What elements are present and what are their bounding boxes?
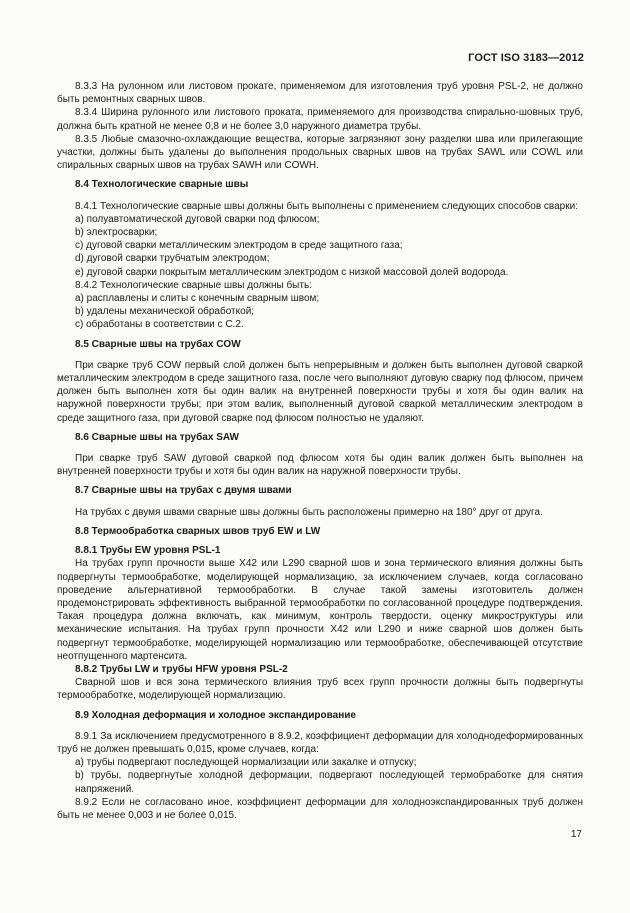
page-number: 17 <box>570 829 582 840</box>
list-item: c) дуговой сварки металлическим электродом в среде защитного газа; <box>75 240 403 252</box>
paragraph-8-3-4: 8.3.4 Ширина рулонного или листового проката, применяемого для производства спирально-шовных труб, должна быть кратной не менее 0,8 и не более 3,0 наружного диаметра трубы. <box>57 107 583 132</box>
list-item: c) обработаны в соответствии с С.2. <box>75 319 244 331</box>
list-item: a) полуавтоматической дуговой сварки под флюсом; <box>75 213 320 225</box>
paragraph-8-3-3: 8.3.3 На рулонном или листовом прокате, применяемом для изготовления труб уровня PSL-2, не должно быть ремонтных сварных швов. <box>57 81 583 106</box>
section-heading-8-7: 8.7 Сварные швы на трубах с двумя швами <box>75 485 292 497</box>
subsection-heading-8-8-1: 8.8.1 Трубы EW уровня PSL-1 <box>75 545 221 557</box>
paragraph-8-3-5: 8.3.5 Любые смазочно-охлаждающие вещества, которые загрязняют зону разделки шва или прилегающие участки, должны быть удалены до выполнения продольных сварных швов на трубах SAWL или COWL или спиральных сварных швов на трубах SAWH или COWH. <box>57 133 583 172</box>
section-heading-8-8: 8.8 Термообработка сварных швов труб EW и LW <box>75 525 321 537</box>
paragraph-8-9-2: 8.9.2 Если не согласовано иное, коэффициент деформации для холодноэкспандированных труб должен быть не менее 0,003 и не более 0,015. <box>57 796 583 821</box>
paragraph-8-4-2: 8.4.2 Технологические сварные швы должны быть: <box>75 279 312 291</box>
section-heading-8-5: 8.5 Сварные швы на трубах COW <box>75 338 241 350</box>
paragraph-8-4-1: 8.4.1 Технологические сварные швы должны быть выполнены с применением следующих способов сварки: <box>75 200 578 212</box>
paragraph-8-8-2: Сварной шов и вся зона термического влияния труб всех групп прочности должны быть подвергнуты термообработке, моделирующей нормализацию. <box>57 677 583 702</box>
document-body <box>57 80 583 822</box>
list-item: b) трубы, подвергнутые холодной деформации, подвергают последующей термобработке для снятия напряжений. <box>75 770 583 795</box>
paragraph-8-8-1: На трубах групп прочности выше X42 или L290 сварной шов и зона термического влияния должны быть подвергнуты термообработке, моделирующей нормализацию, за исключением случаев, когда согласовано проведение альтернативной термообработки. В случае такой замены изготовитель должен продемонстрировать эффективность выбранной термообработки по согласованной процедуре подтверждения. Такая процедура должна включать, как минимум, контроль твердости, оценку микроструктуры или механические испытания. На трубах групп прочности X42 или L290 и ниже сварной шов должен быть подвергнут термообработке, моделирующей нормализацию или термообработке, обеспечивающей отсутствие неотпущенного мартенсита. <box>57 558 583 662</box>
paragraph-8-5: При сварке труб COW первый слой должен быть непрерывным и должен быть выполнен дуговой сваркой металлическим электродом в среде защитного газа, после чего выполняют дуговую сварку под флюсом, причем должен быть выполнен хотя бы один валик на внутренней поверхности трубы и хотя бы один валик на наружной поверхности трубы; при этом валик, выполненный дуговой сваркой металлическим электродом в среде защитного газа, при дуговой сварке под флюсом полностью не удаляют. <box>57 359 583 424</box>
paragraph-8-9-1: 8.9.1 За исключением предусмотренного в 8.9.2, коэффициент деформации для холоднодеформированных труб не должен превышать 0,015, кроме случаев, когда: <box>57 730 583 755</box>
list-item: a) расплавлены и слиты с конечным сварным швом; <box>75 293 320 305</box>
list-item: e) дуговой сварки покрытым металлическим электродом с низкой массовой долей водорода. <box>75 266 509 278</box>
list-item: b) электросварки; <box>75 227 158 239</box>
paragraph-8-7: На трубах с двумя швами сварные швы должны быть расположены примерно на 180° друг от друга. <box>75 506 543 518</box>
list-item: d) дуговой сварки трубчатым электродом; <box>75 253 270 265</box>
section-heading-8-9: 8.9 Холодная деформация и холодное экспандирование <box>75 709 356 721</box>
section-heading-8-4: 8.4 Технологические сварные швы <box>75 179 249 191</box>
paragraph-8-6: При сварке труб SAW дуговой сваркой под флюсом хотя бы один валик должен быть выполнен на внутренней поверхности трубы и хотя бы один валик на наружной поверхности трубы. <box>57 453 583 478</box>
section-heading-8-6: 8.6 Сварные швы на трубах SAW <box>75 431 239 443</box>
list-item: a) трубы подвергают последующей нормализации или закалке и отпуску; <box>75 757 417 769</box>
document-header: ГОСТ ISO 3183—2012 <box>468 52 584 64</box>
list-item: b) удалены механической обработкой; <box>75 306 255 318</box>
subsection-heading-8-8-2: 8.8.2 Трубы LW и трубы HFW уровня PSL-2 <box>75 663 288 675</box>
